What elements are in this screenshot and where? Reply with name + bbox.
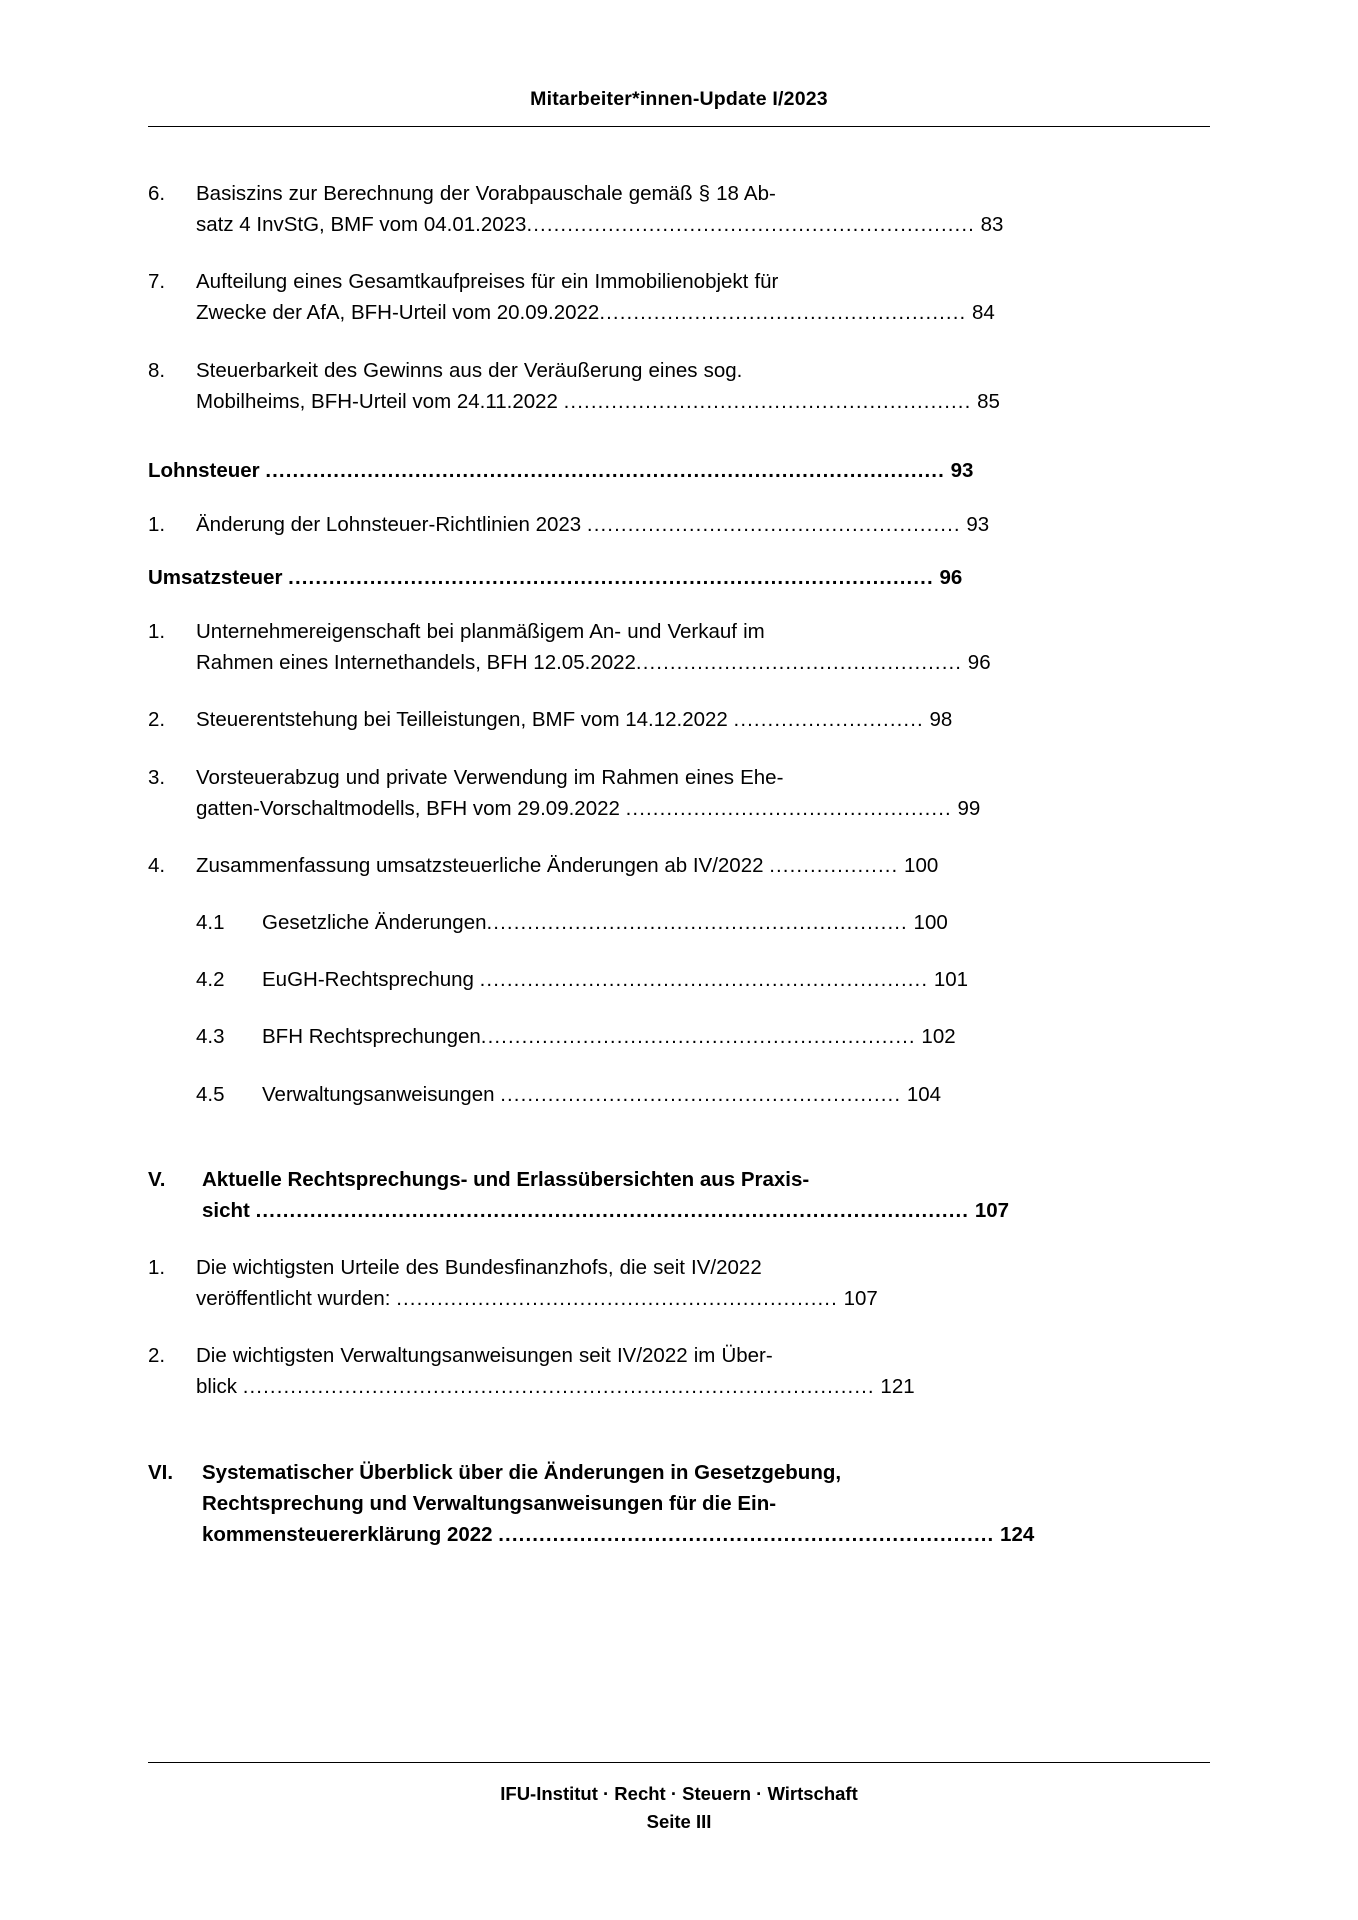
- toc-leader: .............................................................................................: [242, 1375, 875, 1399]
- toc-leader: .................................................................: [396, 1287, 838, 1311]
- toc-page-number: 96: [939, 566, 963, 590]
- toc-page-number: 84: [972, 301, 995, 325]
- toc-entry[interactable]: [148, 762, 1210, 824]
- toc-number: 4.3: [196, 1025, 225, 1049]
- toc-number: 4.5: [196, 1082, 225, 1106]
- toc-entry[interactable]: [148, 704, 1210, 735]
- toc-title-line1: Vorsteuerabzug und private Verwendung im Rahmen eines Ehe-: [196, 765, 784, 789]
- toc-leader: ..................................................................: [479, 968, 929, 992]
- toc-entry[interactable]: [148, 1340, 1210, 1402]
- toc-number: 2.: [148, 1344, 166, 1368]
- toc-title: BFH Rechtsprechungen: [262, 1025, 481, 1049]
- footer-divider: [148, 1762, 1210, 1763]
- toc-title: Verwaltungsanweisungen: [262, 1082, 495, 1106]
- toc-number: 1.: [148, 620, 166, 644]
- toc-title-line1: Aktuelle Rechtsprechungs- und Erlassübersichten aus Praxis-: [202, 1167, 810, 1191]
- toc-title-line2: sicht: [202, 1198, 250, 1222]
- toc-title-line1: Aufteilung eines Gesamtkaufpreises für ein Immobilienobjekt für: [196, 270, 779, 294]
- toc-number: 7.: [148, 270, 166, 294]
- toc-title-line2: veröffentlicht wurden:: [196, 1287, 391, 1311]
- toc-leader: ................................................: [635, 651, 963, 675]
- toc-subentry[interactable]: [148, 1021, 1210, 1052]
- toc-leader: ....................................................................................................: [265, 458, 945, 482]
- toc-number: V.: [148, 1167, 166, 1191]
- toc-page-number: 100: [913, 911, 948, 935]
- toc-title-line3: kommensteuererklärung 2022: [202, 1522, 493, 1546]
- toc-number: 1.: [148, 1255, 166, 1279]
- toc-page-number: 121: [880, 1375, 915, 1399]
- toc-page-number: 107: [974, 1198, 1010, 1222]
- toc-title-line2: Zwecke der AfA, BFH-Urteil vom 20.09.2022: [196, 301, 600, 325]
- toc-entry[interactable]: [148, 509, 1210, 540]
- toc-entry[interactable]: [148, 178, 1210, 240]
- toc-title: EuGH-Rechtsprechung: [262, 968, 474, 992]
- footer-institute: IFU-Institut · Recht · Steuern · Wirtschaft: [500, 1783, 858, 1804]
- toc-number: 4.2: [196, 968, 225, 992]
- toc-section-umsatzsteuer[interactable]: [148, 566, 1210, 590]
- toc-page-number: 85: [977, 389, 1000, 413]
- toc-leader: ............................: [733, 708, 924, 732]
- toc-page-number: 93: [966, 512, 990, 536]
- toc-number: 3.: [148, 765, 166, 789]
- toc-subentry[interactable]: [148, 1079, 1210, 1110]
- toc-page-number: 124: [1000, 1522, 1035, 1546]
- table-of-contents: [148, 178, 1210, 1576]
- header-divider: [148, 126, 1210, 127]
- toc-number: 8.: [148, 358, 166, 382]
- toc-leader: ..............................................................: [486, 911, 908, 935]
- toc-page-number: 107: [843, 1287, 878, 1311]
- toc-title-line1: Die wichtigsten Urteile des Bundesfinanzhofs, die seit IV/2022: [196, 1255, 762, 1279]
- toc-title-line1: Unternehmereigenschaft bei planmäßigem An- und Verkauf im: [196, 620, 765, 644]
- toc-title-line1: Steuerbarkeit des Gewinns aus der Veräußerung eines sog.: [196, 358, 743, 382]
- toc-subentry[interactable]: [148, 964, 1210, 995]
- toc-page-number: 96: [967, 651, 991, 675]
- toc-leader: .........................................................................: [498, 1522, 995, 1546]
- page-header: Mitarbeiter*innen-Update I/2023: [530, 88, 828, 110]
- toc-section-title: Lohnsteuer: [148, 458, 260, 482]
- toc-title-line2: gatten-Vorschaltmodells, BFH vom 29.09.2022: [196, 796, 620, 820]
- toc-entry[interactable]: [148, 850, 1210, 881]
- toc-page-number: 93: [950, 458, 974, 482]
- toc-leader: ...................: [769, 853, 899, 877]
- toc-entry-roman[interactable]: [148, 1164, 1210, 1226]
- toc-subentry[interactable]: [148, 907, 1210, 938]
- toc-number: VI.: [148, 1460, 174, 1484]
- toc-number: 4.1: [196, 911, 225, 935]
- toc-entry[interactable]: [148, 616, 1210, 678]
- toc-entry[interactable]: [148, 266, 1210, 328]
- toc-page-number: 99: [957, 796, 981, 820]
- toc-leader: ......................................................: [599, 301, 967, 325]
- toc-title: Gesetzliche Änderungen: [262, 911, 487, 935]
- toc-title: Änderung der Lohnsteuer-Richtlinien 2023: [196, 512, 582, 536]
- toc-leader: ...........................................................: [500, 1082, 902, 1106]
- toc-title: Steuerentstehung bei Teilleistungen, BMF vom 14.12.2022: [196, 708, 728, 732]
- page-footer: [148, 1780, 1210, 1836]
- toc-title-line1: Die wichtigsten Verwaltungsanweisungen seit IV/2022 im Über-: [196, 1344, 773, 1368]
- toc-leader: ................................................................: [480, 1025, 916, 1049]
- toc-leader: ...............................................................................................: [288, 566, 934, 590]
- toc-page-number: 104: [906, 1082, 942, 1106]
- toc-leader: .........................................................................................................: [255, 1198, 970, 1222]
- toc-leader: ............................................................: [563, 389, 972, 413]
- toc-page-number: 101: [933, 968, 969, 992]
- toc-number: 4.: [148, 853, 166, 877]
- toc-title-line1: Systematischer Überblick über die Änderungen in Gesetzgebung,: [202, 1460, 842, 1484]
- toc-number: 1.: [148, 512, 166, 536]
- toc-page-number: 102: [921, 1025, 956, 1049]
- toc-page-number: 98: [929, 708, 953, 732]
- toc-leader: ..................................................................: [526, 213, 975, 237]
- toc-leader: .......................................................: [586, 512, 961, 536]
- toc-page-number: 100: [904, 853, 939, 877]
- toc-title: Zusammenfassung umsatzsteuerliche Änderungen ab IV/2022: [196, 853, 764, 877]
- toc-section-title: Umsatzsteuer: [148, 566, 283, 590]
- toc-number: 6.: [148, 182, 166, 205]
- footer-page-label: Seite III: [646, 1810, 712, 1832]
- toc-number: 2.: [148, 708, 166, 732]
- toc-title-line2: Rahmen eines Internethandels, BFH 12.05.2022: [196, 651, 636, 675]
- toc-section-lohnsteuer[interactable]: [148, 459, 1210, 483]
- toc-leader: ................................................: [625, 796, 952, 820]
- toc-title-line2: Mobilheims, BFH-Urteil vom 24.11.2022: [196, 389, 558, 413]
- toc-entry-roman[interactable]: [148, 1457, 1210, 1550]
- toc-entry[interactable]: [148, 1252, 1210, 1314]
- toc-title-line2: satz 4 InvStG, BMF vom 04.01.2023: [196, 213, 527, 237]
- toc-page-number: 83: [980, 213, 1004, 237]
- toc-title-line2: Rechtsprechung und Verwaltungsanweisungen für die Ein-: [202, 1491, 777, 1515]
- toc-title-line1: Basiszins zur Berechnung der Vorabpauschale gemäß § 18 Ab-: [196, 182, 776, 205]
- toc-entry[interactable]: [148, 355, 1210, 417]
- toc-title-line2: blick: [196, 1375, 238, 1399]
